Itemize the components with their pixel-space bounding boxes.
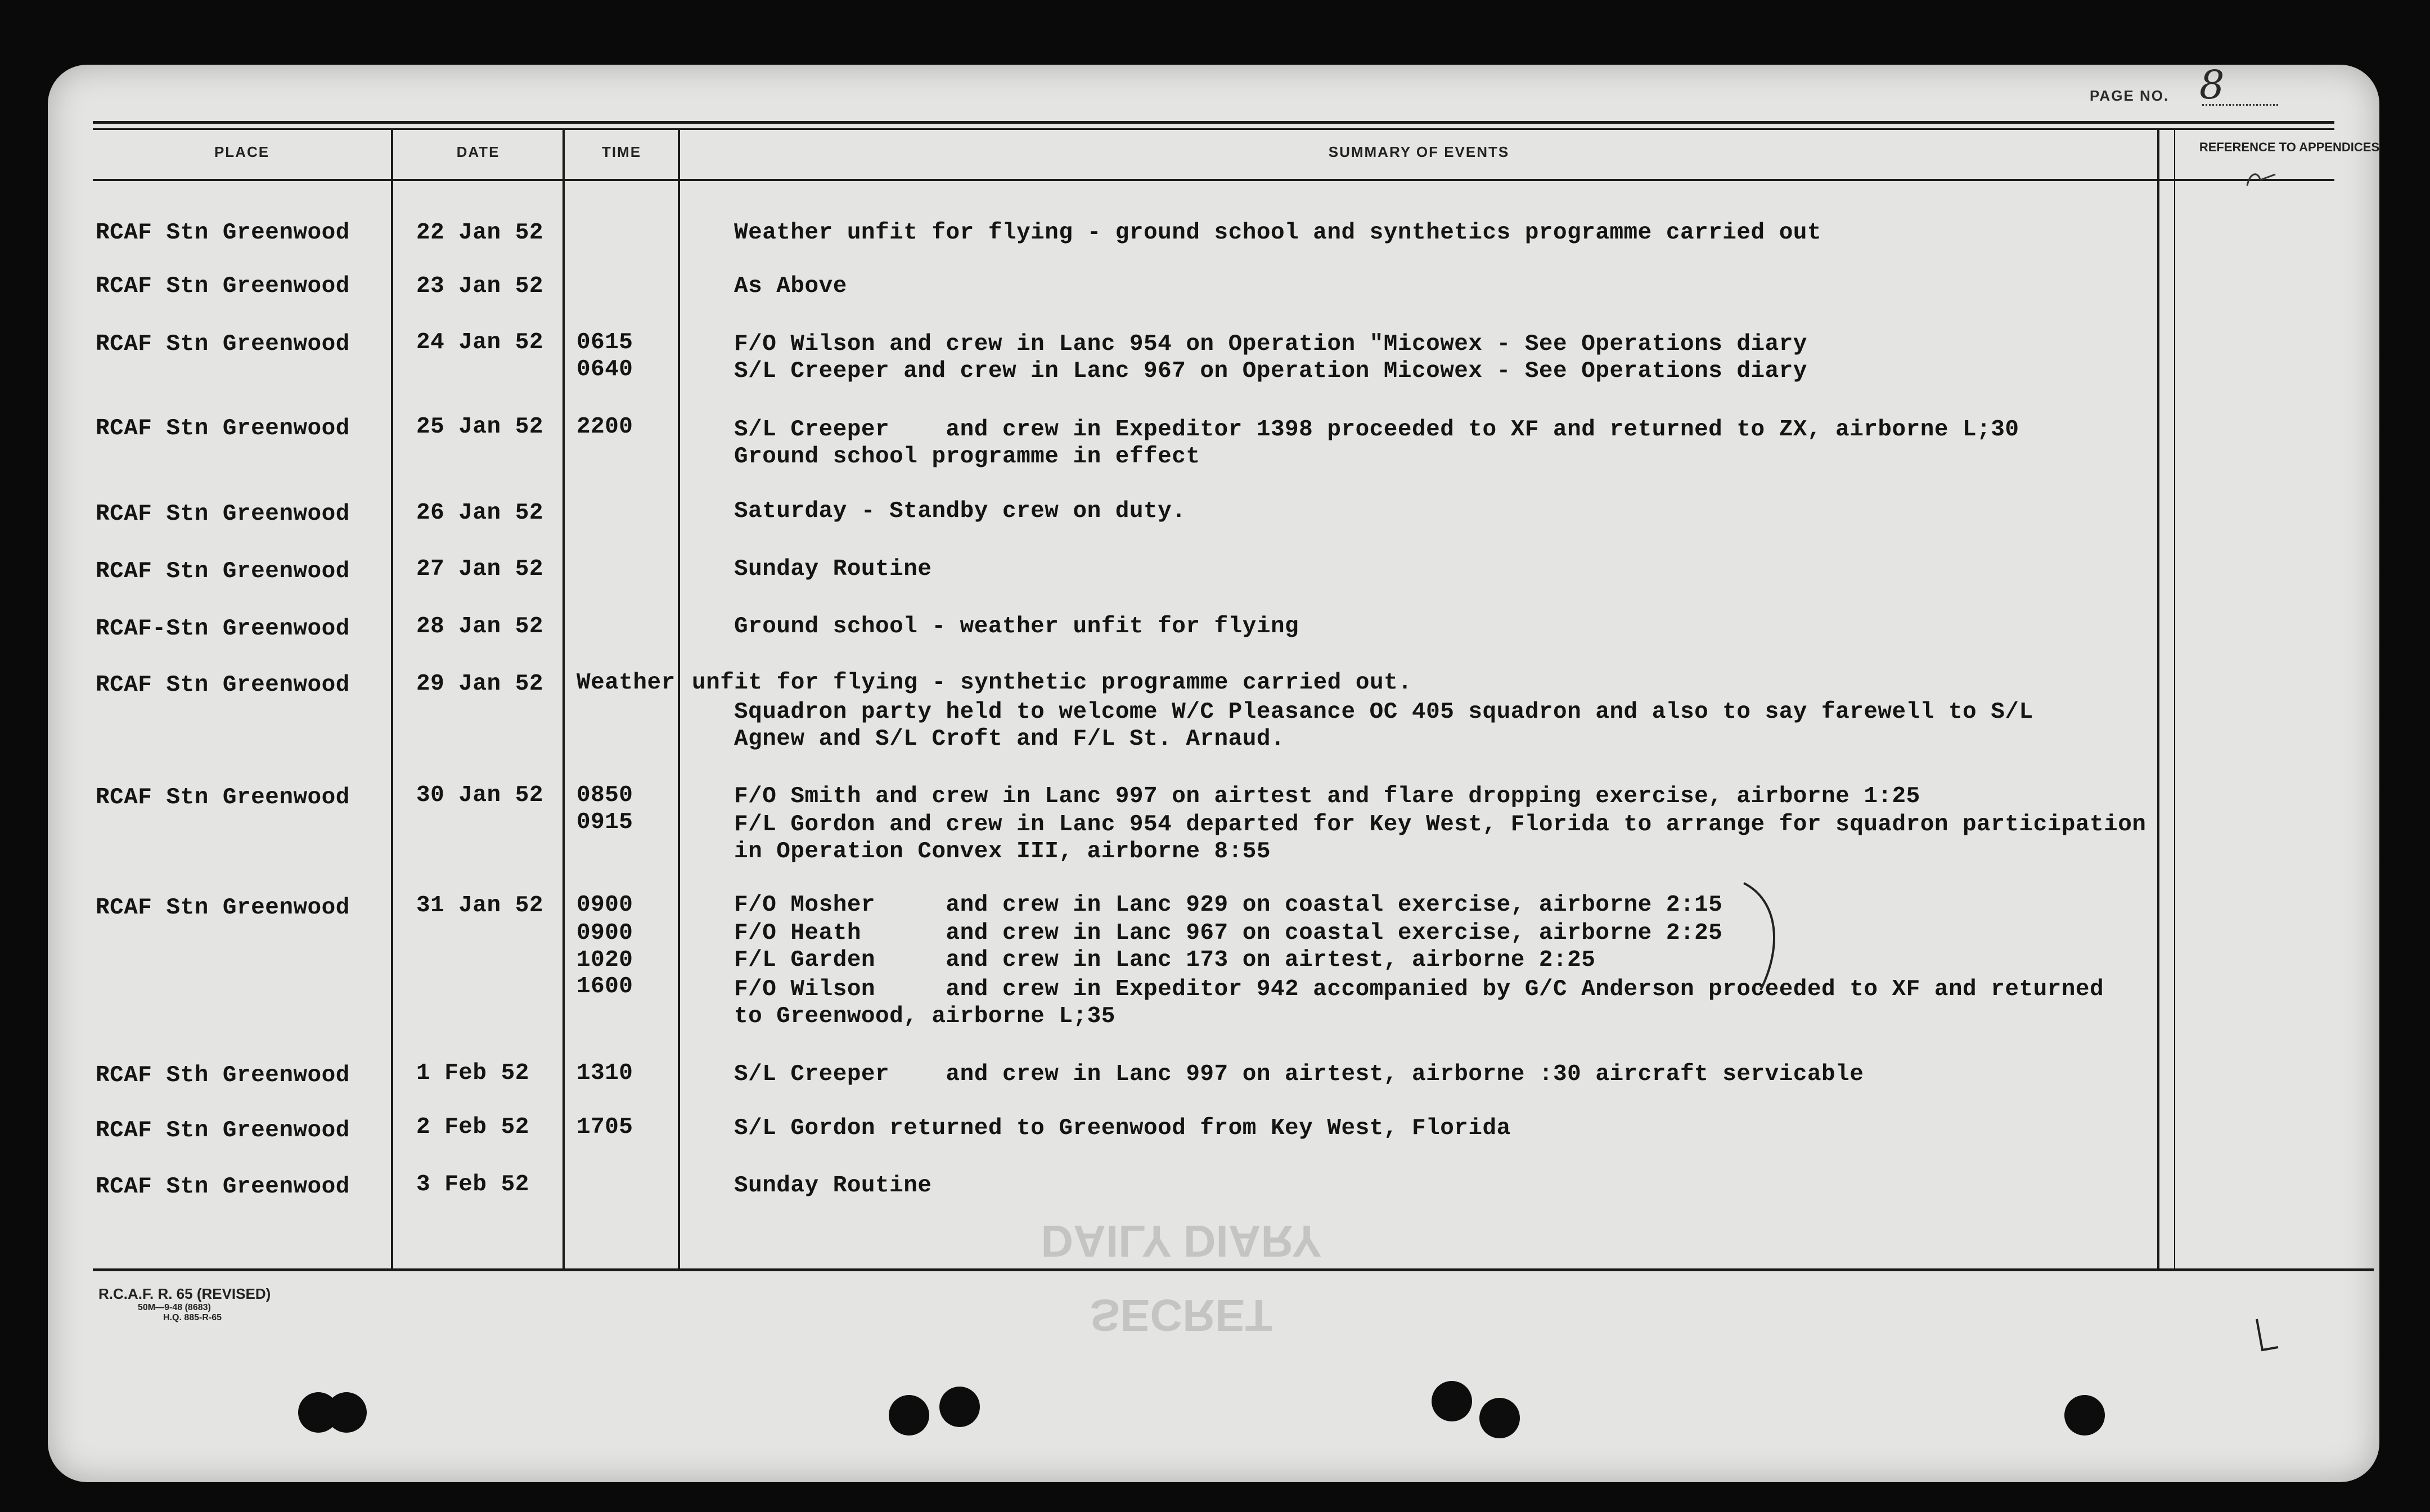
- punch-hole: [1432, 1381, 1472, 1421]
- bleed-through-stamp: [1001, 1215, 1361, 1384]
- row-time: Weather: [577, 670, 676, 696]
- row-summary-line: Squadron party held to welcome W/C Pleasance OC 405 squadron and also to say farewell to S/L: [734, 699, 2033, 725]
- row-summary-line: S/L Creeper and crew in Lanc 967 on Operation Micowex - See Operations diary: [734, 358, 1807, 384]
- row-date: 31 Jan 52: [416, 893, 543, 919]
- row-place: RCAF Stn Greenwood: [96, 501, 350, 527]
- punch-hole: [1479, 1398, 1520, 1438]
- row-date: 24 Jan 52: [416, 330, 543, 356]
- row-time: 1600: [577, 974, 633, 1000]
- row-summary-line: Sunday Routine: [734, 1173, 932, 1199]
- row-time: 0900: [577, 920, 633, 946]
- row-summary-line: S/L Creeper and crew in Lanc 997 on airtest, airborne :30 aircraft servicable: [734, 1061, 1864, 1087]
- row-date: 28 Jan 52: [416, 614, 543, 640]
- row-date: 1 Feb 52: [416, 1060, 529, 1086]
- row-summary-line: Ground school programme in effect: [734, 444, 1200, 470]
- col-sep-time-summary: [678, 128, 680, 1270]
- punch-hole: [326, 1392, 367, 1433]
- stamp-daily-diary: DAILY DIARY: [1041, 1216, 1322, 1266]
- row-summary-line: Ground school - weather unfit for flying: [734, 614, 1299, 640]
- row-place: RCAF Stn Greenwood: [96, 273, 350, 299]
- header-place: PLACE: [214, 143, 270, 160]
- header-rule: [93, 179, 2334, 181]
- col-sep-ref-inner: [2174, 128, 2175, 1270]
- row-summary-line: F/L Gordon and crew in Lanc 954 departed for Key West, Florida to arrange for squadron participation: [734, 812, 2146, 838]
- row-time: 0850: [577, 782, 633, 808]
- row-date: 27 Jan 52: [416, 556, 543, 582]
- row-place: RCAF Stn Greenwood: [96, 1174, 350, 1200]
- top-rule-1: [93, 121, 2334, 124]
- header-date: DATE: [456, 143, 500, 160]
- stamp-secret: SECRET: [1090, 1290, 1273, 1340]
- row-date: 30 Jan 52: [416, 782, 543, 808]
- row-time: 0915: [577, 809, 633, 835]
- row-place: RCAF Stn Greenwood: [96, 785, 350, 811]
- row-place: RCAF Stn Greenwood: [96, 220, 350, 246]
- punch-hole: [2064, 1395, 2105, 1436]
- row-time: 0640: [577, 357, 633, 382]
- row-place: RCAF-Stn Greenwood: [96, 616, 350, 642]
- row-date: 26 Jan 52: [416, 500, 543, 526]
- row-place: RCAF Stn Greenwood: [96, 416, 350, 442]
- row-summary-line: unfit for flying - synthetic programme carried out.: [692, 670, 1412, 696]
- row-summary-line: in Operation Convex III, airborne 8:55: [734, 839, 1271, 865]
- row-date: 23 Jan 52: [416, 273, 543, 299]
- row-summary-line: Saturday - Standby crew on duty.: [734, 498, 1186, 524]
- row-summary-line: to Greenwood, airborne L;35: [734, 1004, 1115, 1029]
- punch-hole: [889, 1395, 929, 1436]
- row-time: 1705: [577, 1114, 633, 1140]
- row-date: 29 Jan 52: [416, 671, 543, 697]
- row-summary-line: F/O Smith and crew in Lanc 997 on airtest and flare dropping exercise, airborne 1:25: [734, 784, 1920, 809]
- page-number-label: PAGE NO.: [2090, 87, 2170, 104]
- row-summary-line: F/O Wilson and crew in Lanc 954 on Operation "Micowex - See Operations diary: [734, 331, 1807, 357]
- row-date: 3 Feb 52: [416, 1172, 529, 1198]
- row-time: 0900: [577, 892, 633, 918]
- handwritten-bracket: [1738, 878, 1789, 1001]
- row-summary-line: S/L Gordon returned to Greenwood from Key West, Florida: [734, 1115, 1511, 1141]
- row-summary-line: F/O Heath and crew in Lanc 967 on coastal exercise, airborne 2:25: [734, 920, 1723, 946]
- header-reference: REFERENCE TO APPENDICES: [2199, 140, 2380, 154]
- handwritten-check: [2244, 169, 2278, 191]
- row-summary-line: Sunday Routine: [734, 556, 932, 582]
- col-sep-date-time: [562, 128, 565, 1270]
- row-summary-line: As Above: [734, 273, 847, 299]
- row-summary-line: F/O Wilson and crew in Expeditor 942 accompanied by G/C Anderson proceeded to XF and returned: [734, 976, 2104, 1002]
- top-rule-2: [93, 128, 2334, 130]
- punch-hole: [939, 1387, 980, 1427]
- header-time: TIME: [601, 143, 642, 160]
- col-sep-summary-ref: [2157, 128, 2159, 1270]
- form-number: R.C.A.F. R. 65 (REVISED): [98, 1285, 271, 1302]
- form-hq-code: H.Q. 885-R-65: [163, 1313, 222, 1322]
- row-summary-line: F/L Garden and crew in Lanc 173 on airtest, airborne 2:25: [734, 947, 1596, 973]
- row-date: 2 Feb 52: [416, 1114, 529, 1140]
- row-place: RCAF Stn Greenwood: [96, 559, 350, 584]
- row-date: 22 Jan 52: [416, 220, 543, 246]
- col-sep-place-date: [391, 128, 393, 1270]
- row-place: RCAF Stn Greenwood: [96, 331, 350, 357]
- row-summary-line: Weather unfit for flying - ground school and synthetics programme carried out: [734, 220, 1822, 246]
- row-time: 2200: [577, 414, 633, 440]
- form-footer: [98, 1285, 271, 1323]
- row-place: RCAF Stn Greenwood: [96, 672, 350, 698]
- page-number: [2090, 62, 2226, 108]
- row-summary-line: S/L Creeper and crew in Expeditor 1398 proceeded to XF and returned to ZX, airborne L;30: [734, 417, 2019, 443]
- row-place: RCAF Sth Greenwood: [96, 1063, 350, 1088]
- row-summary-line: Agnew and S/L Croft and F/L St. Arnaud.: [734, 726, 1285, 752]
- page-number-dotted-line: [2202, 104, 2278, 106]
- row-date: 25 Jan 52: [416, 414, 543, 440]
- row-time: 0615: [577, 330, 633, 356]
- row-time: 1020: [577, 947, 633, 973]
- row-place: RCAF Stn Greenwood: [96, 895, 350, 921]
- row-time: 1310: [577, 1060, 633, 1086]
- header-summary: SUMMARY OF EVENTS: [1328, 143, 1510, 160]
- row-summary-line: F/O Mosher and crew in Lanc 929 on coastal exercise, airborne 2:15: [734, 892, 1723, 918]
- form-print-code: 50M—9-48 (8683): [138, 1303, 211, 1312]
- page-number-value: 8: [2199, 62, 2226, 108]
- row-place: RCAF Stn Greenwood: [96, 1118, 350, 1144]
- handwritten-corner-mark: [2250, 1316, 2284, 1356]
